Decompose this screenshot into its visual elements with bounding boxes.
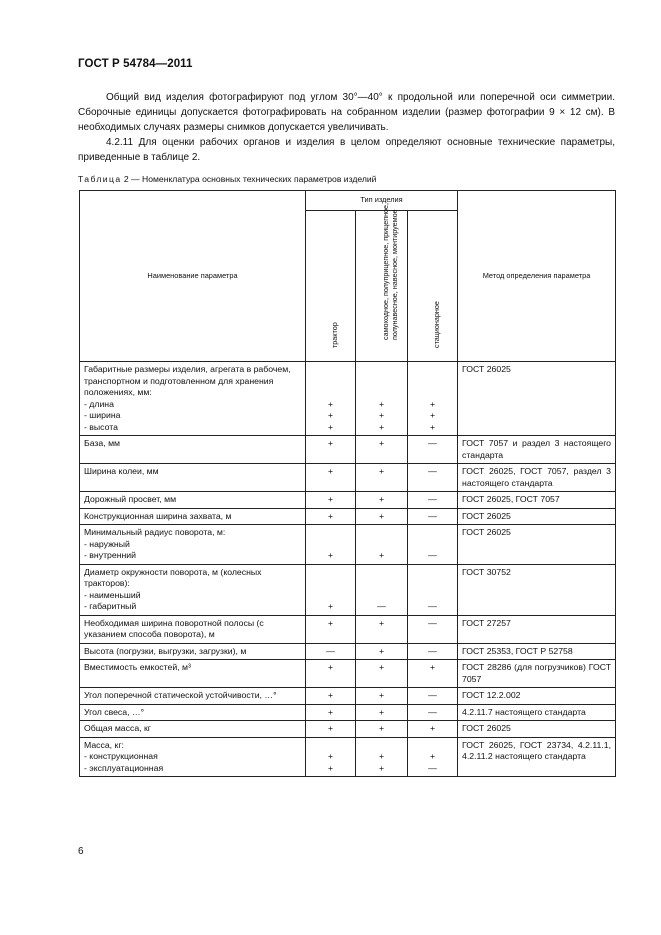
parameter-subitem: - ширина [84, 410, 121, 420]
type-mark: — [428, 645, 437, 656]
self-propelled-cell [356, 362, 408, 436]
self-propelled-cell [356, 643, 408, 660]
parameter-name: Минимальный радиус поворота, м: [84, 527, 226, 537]
type-mark: + [327, 550, 334, 560]
self-propelled-cell [356, 492, 408, 509]
parameter-name: Диаметр окружности поворота, м (колесных тракторов): [84, 566, 262, 588]
tractor-cell [306, 660, 356, 688]
header-method: Метод определения параметра [458, 191, 616, 362]
type-mark: + [327, 690, 334, 700]
parameter-subitem: - наименьший [84, 589, 141, 600]
header-stationary [408, 211, 458, 362]
parameter-cell [80, 643, 306, 660]
method-cell: ГОСТ 28286 (для погрузчиков) ГОСТ 7057 [458, 660, 616, 688]
stationary-cell [408, 660, 458, 688]
self-propelled-cell [356, 508, 408, 525]
type-mark: — [428, 762, 437, 773]
method-cell: ГОСТ 27257 [458, 615, 616, 643]
type-mark: + [378, 706, 385, 717]
type-mark: — [377, 601, 386, 611]
type-mark: + [378, 617, 385, 628]
type-mark: — [428, 706, 437, 717]
tractor-cell [306, 704, 356, 721]
header-self-propelled [356, 202, 408, 362]
type-mark: + [378, 690, 385, 700]
header-tractor [306, 211, 356, 362]
parameter-name: База, мм [84, 438, 121, 448]
type-mark: + [378, 723, 385, 733]
type-mark: — [428, 690, 437, 700]
parameter-cell [80, 464, 306, 492]
type-mark: + [378, 421, 385, 432]
tractor-cell [306, 508, 356, 525]
table-row [80, 721, 616, 738]
self-propelled-cell [356, 464, 408, 492]
type-mark: + [327, 617, 334, 628]
self-propelled-cell [356, 737, 408, 777]
type-mark: + [327, 410, 334, 420]
type-mark: + [327, 601, 334, 611]
type-mark: + [378, 751, 385, 761]
paragraph-2: 4.2.11 Для оценки рабочих органов и изделия в целом определяют основные технические параметры, приведенные в таблице 2. [78, 137, 615, 163]
parameter-subitem: - эксплуатационная [84, 762, 164, 773]
type-mark: + [378, 762, 385, 773]
parameter-name: Ширина колеи, мм [84, 466, 159, 476]
table-row [80, 660, 616, 688]
stationary-cell [408, 508, 458, 525]
type-mark: + [327, 466, 334, 476]
type-mark: — [428, 550, 437, 560]
stationary-cell [408, 362, 458, 436]
table-row [80, 615, 616, 643]
method-cell: ГОСТ 26025 [458, 362, 616, 436]
stationary-cell [408, 615, 458, 643]
parameter-name: Угол свеса, …° [84, 706, 145, 717]
type-mark: + [378, 494, 385, 504]
parameter-subitem: - конструкционная [84, 751, 158, 761]
method-cell: ГОСТ 26025, ГОСТ 23734, 4.2.11.1, 4.2.11.2 настоящего стандарта [458, 737, 616, 777]
method-cell: ГОСТ 26025, ГОСТ 7057 [458, 492, 616, 509]
table-row [80, 492, 616, 509]
type-mark: + [327, 723, 334, 733]
stationary-cell [408, 704, 458, 721]
tractor-cell [306, 436, 356, 464]
self-propelled-cell [356, 704, 408, 721]
self-propelled-cell [356, 436, 408, 464]
method-cell: 4.2.11.7 настоящего стандарта [458, 704, 616, 721]
type-mark: + [327, 421, 334, 432]
self-propelled-cell [356, 615, 408, 643]
table-row [80, 737, 616, 777]
self-propelled-cell [356, 660, 408, 688]
type-mark: — [428, 438, 437, 448]
type-mark: + [378, 410, 385, 420]
type-mark: + [327, 494, 334, 504]
paragraph-1: Общий вид изделия фотографируют под углом 30°—40° к продольной или поперечной оси симметрии. Сборочные единицы допускается фотографировать на собранном изделии (размер фотографии 9 × 12 см). В необходимых случаях размеры снимков допускается увеличивать. [78, 92, 615, 133]
parameter-cell [80, 721, 306, 738]
type-mark: + [429, 662, 436, 672]
type-mark: — [326, 645, 335, 656]
self-propelled-cell [356, 688, 408, 705]
type-mark: + [378, 550, 385, 560]
parameter-cell [80, 436, 306, 464]
header-type-group: Тип изделия [306, 191, 458, 211]
method-cell: ГОСТ 25353, ГОСТ Р 52758 [458, 643, 616, 660]
type-mark: — [428, 617, 437, 628]
type-mark: + [378, 466, 385, 476]
parameter-name: Общая масса, кг [84, 723, 151, 733]
type-mark: + [429, 751, 436, 761]
parameter-cell [80, 660, 306, 688]
method-cell: ГОСТ 26025, ГОСТ 7057, раздел 3 настоящего стандарта [458, 464, 616, 492]
tractor-cell [306, 464, 356, 492]
table-row [80, 688, 616, 705]
method-cell: ГОСТ 30752 [458, 564, 616, 615]
parameter-name: Масса, кг: [84, 739, 124, 750]
parameter-subitem: - высота [84, 421, 118, 432]
type-mark: + [429, 421, 436, 432]
method-cell: ГОСТ 26025 [458, 721, 616, 738]
stationary-cell [408, 688, 458, 705]
tractor-cell [306, 525, 356, 565]
parameter-cell [80, 492, 306, 509]
method-cell: ГОСТ 7057 и раздел 3 настоящего стандарта [458, 436, 616, 464]
stationary-cell [408, 737, 458, 777]
type-mark: — [428, 466, 437, 476]
table-row [80, 464, 616, 492]
type-mark: + [327, 762, 334, 773]
stationary-cell [408, 525, 458, 565]
table-caption-text: 2 — Номенклатура основных технических параметров изделий [121, 174, 377, 184]
parameter-subitem: - длина [84, 398, 114, 409]
parameter-name: Вместимость емкостей, м³ [84, 662, 191, 672]
body-text [78, 90, 615, 165]
method-cell: ГОСТ 12.2.002 [458, 688, 616, 705]
type-mark: + [378, 645, 385, 656]
self-propelled-cell [356, 525, 408, 565]
parameter-subitem: - габаритный [84, 601, 137, 611]
table-caption [78, 174, 376, 184]
tractor-cell [306, 615, 356, 643]
stationary-cell [408, 464, 458, 492]
header-stationary-text: стационарное [431, 301, 441, 349]
tractor-cell [306, 688, 356, 705]
parameter-name: Угол поперечной статической устойчивости, …° [84, 690, 277, 700]
standard-header: ГОСТ Р 54784—2011 [78, 58, 193, 70]
type-mark: + [378, 438, 385, 448]
tractor-cell [306, 643, 356, 660]
parameter-name: Высота (погрузки, выгрузки, загрузки), м [84, 645, 247, 656]
parameter-subitem: - внутренний [84, 550, 137, 560]
stationary-cell [408, 721, 458, 738]
header-tractor-text: трактор [329, 322, 339, 349]
parameter-cell [80, 564, 306, 615]
type-mark: + [378, 662, 385, 672]
table-row [80, 362, 616, 436]
tractor-cell [306, 721, 356, 738]
type-mark: + [327, 751, 334, 761]
table-row [80, 525, 616, 565]
type-mark: + [429, 410, 436, 420]
type-mark: + [327, 662, 334, 672]
parameter-cell [80, 688, 306, 705]
stationary-cell [408, 436, 458, 464]
parameter-name: Необходимая ширина поворотной полосы (с указанием способа поворота), м [84, 617, 264, 639]
table-row [80, 436, 616, 464]
type-mark: + [327, 398, 334, 409]
stationary-cell [408, 643, 458, 660]
parameter-cell [80, 508, 306, 525]
type-mark: + [378, 398, 385, 409]
table-row [80, 508, 616, 525]
parameter-name: Конструкционная ширина захвата, м [84, 510, 232, 521]
type-mark: + [429, 723, 436, 733]
tractor-cell [306, 564, 356, 615]
table-row [80, 704, 616, 721]
tractor-cell [306, 492, 356, 509]
self-propelled-cell [356, 721, 408, 738]
parameters-table [79, 190, 616, 777]
type-mark: + [378, 510, 385, 521]
header-parameter: Наименование параметра [80, 191, 306, 362]
parameter-cell [80, 615, 306, 643]
header-self-propelled-text: самоходное, полуприцепное, прицепное, полунавесное, навесное, монтируемое [380, 202, 399, 340]
table-row [80, 564, 616, 615]
type-mark: — [428, 601, 437, 611]
parameter-name: Дорожный просвет, мм [84, 494, 177, 504]
type-mark: — [428, 510, 437, 521]
type-mark: + [327, 510, 334, 521]
parameter-cell [80, 362, 306, 436]
table-row [80, 643, 616, 660]
method-cell: ГОСТ 26025 [458, 525, 616, 565]
parameter-cell [80, 737, 306, 777]
type-mark: — [428, 494, 437, 504]
tractor-cell [306, 737, 356, 777]
stationary-cell [408, 564, 458, 615]
tractor-cell [306, 362, 356, 436]
stationary-cell [408, 492, 458, 509]
table-caption-prefix: Таблица [78, 174, 122, 184]
parameter-subitem: - наружный [84, 538, 130, 549]
method-cell: ГОСТ 26025 [458, 508, 616, 525]
type-mark: + [327, 438, 334, 448]
parameter-cell [80, 525, 306, 565]
self-propelled-cell [356, 564, 408, 615]
type-mark: + [429, 398, 436, 409]
parameter-name: Габаритные размеры изделия, агрегата в рабочем, транспортном и подготовленном для хранения положениях, мм: [84, 364, 291, 397]
parameter-cell [80, 704, 306, 721]
type-mark: + [327, 706, 334, 717]
page-number: 6 [78, 846, 84, 857]
